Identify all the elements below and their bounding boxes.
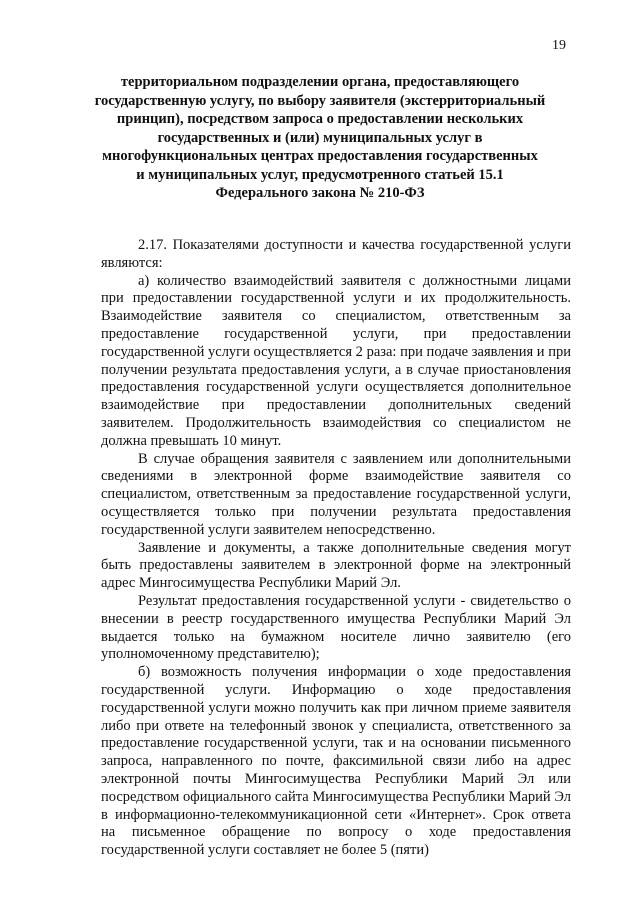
heading-line: государственных и (или) муниципальных услуг в bbox=[157, 129, 483, 146]
heading-line: территориальном подразделении органа, предоставляющего bbox=[120, 74, 520, 90]
paragraph-2-17: 2.17. Показателями доступности и качества государственной услуги являются: bbox=[101, 237, 571, 271]
paragraph-item-a: а) количество взаимодействий заявителя с должностными лицами при предоставлении государственной услуги и их продолжительность. Взаимодействие заявителя со специалистом, ответственным за предоставление государственной услуги, при предоставлении государственной услуги осуществляется 2 раза: при подаче заявления и при получении результата предоставления услуги, а в случае приостановления предоставления государственной услуги осуществляется дополнительное взаимодействие при предоставлении дополнительных сведений заявителем. Продолжительность взаимодействия со специалистом не должна превышать 10 минут. bbox=[101, 272, 571, 449]
paragraph-documents: Заявление и документы, а также дополнительные сведения могут быть предоставлены заявителем в электронной форме на электронный адрес Мингосимущества Республики Марий Эл. bbox=[101, 539, 571, 592]
paragraph-electronic-form: В случае обращения заявителя с заявлением или дополнительными сведениями в электронной форме взаимодействие заявителя со специалистом, ответственным за предоставление государственной услуги, осуществляется только при получении результата предоставления государственной услуги заявителем непосредственно. bbox=[101, 450, 571, 538]
heading-line: и муниципальных услуг, предусмотренного статьей 15.1 bbox=[136, 166, 504, 183]
heading-line: государственную услугу, по выбору заявителя (экстерриториальный bbox=[94, 92, 546, 109]
heading-line: многофункциональных центрах предоставления государственных bbox=[102, 148, 538, 164]
heading-line: Федерального закона № 210-ФЗ bbox=[215, 185, 425, 201]
heading-line: принцип), посредством запроса о предоставлении нескольких bbox=[116, 111, 524, 127]
page-number: 19 bbox=[552, 38, 566, 53]
paragraph-item-b: б) возможность получения информации о ходе предоставления государственной услуги. Информацию о ходе предоставления государственной услуги можно получить как при личном приеме заявителя либо при ответе на телефонный звонок у специалиста, ответственного за предоставление государственной услуги, так и на основании письменного запроса, направленного по почте, факсимильной связи либо на адрес электронной почты Мингосимущества Республики Марий Эл или посредством официального сайта Мингосимущества Республики Марий Эл в информационно-телекоммуникационной сети «Интернет». Срок ответа на письменное обращение по вопросу о ходе предоставления государственной услуги составляет не более 5 (пяти) bbox=[101, 664, 571, 859]
body-text bbox=[101, 237, 571, 860]
section-heading bbox=[80, 73, 560, 203]
paragraph-result: Результат предоставления государственной услуги - свидетельство о внесении в реестр государственного имущества Республики Марий Эл выдается только на бумажном носителе лично заявителю (его уполномоченному представителю); bbox=[101, 592, 571, 663]
